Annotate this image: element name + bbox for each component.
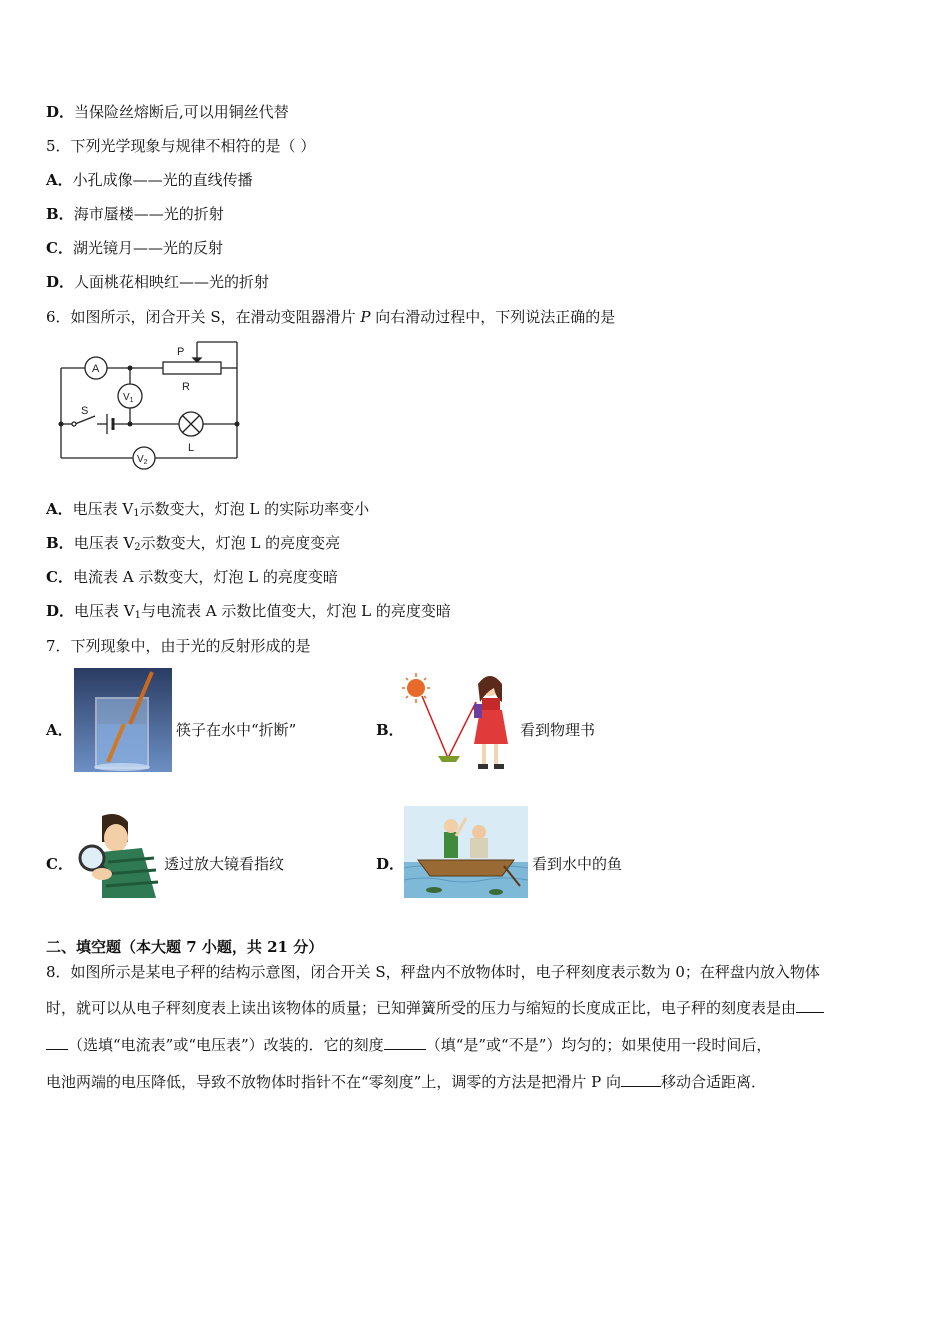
- boat-fishing-image: [404, 806, 528, 898]
- q5-option-d: [46, 272, 269, 292]
- q8-line-2: [46, 998, 824, 1018]
- q8-text: 移动合适距离．: [660, 1073, 766, 1091]
- q6-option-b: [46, 533, 340, 558]
- boy-with-magnifier-image: [72, 812, 162, 898]
- option-label: D．: [46, 602, 75, 620]
- option-label: A．: [46, 500, 73, 518]
- q8-line-1: 8．如图所示是某电子秤的结构示意图，闭合开关 S，秤盘内不放物体时，电子秤刻度表示数为 0；在秤盘内放入物体: [46, 963, 820, 981]
- q6-stem: [46, 307, 615, 327]
- option-label: C．: [46, 239, 73, 257]
- option-text: 电流表 A 示数变大，灯泡 L 的亮度变暗: [72, 568, 338, 586]
- fill-blank-3[interactable]: [621, 1072, 661, 1087]
- option-text: 小孔成像——光的直线传播: [72, 171, 253, 189]
- q8-text: （填“是”或“不是”）均匀的；如果使用一段时间后，: [425, 1036, 772, 1054]
- q7-option-a-text: 筷子在水中“折断”: [176, 721, 297, 739]
- q5-option-a: [46, 170, 253, 190]
- circuit-diagram: [55, 338, 245, 473]
- q7-option-c-label: C．: [46, 855, 73, 873]
- q6-option-a: [46, 499, 369, 524]
- q7-option-d-label: D．: [376, 855, 405, 873]
- q6-option-d: [46, 601, 451, 626]
- stem-text: 6．如图所示，闭合开关 S，在滑动变阻器滑片: [46, 308, 361, 326]
- chopstick-in-water-image: [74, 668, 172, 772]
- q5-option-b: [46, 204, 224, 224]
- option-label: D．: [46, 273, 75, 291]
- girl-reading-book-image: [402, 668, 518, 772]
- option-text: 电压表 V: [73, 534, 135, 552]
- q8-text: 时，就可以从电子秤刻度表上读出该物体的质量；已知弹簧所受的压力与缩短的长度成正比，电子秤的刻度表是由: [46, 999, 797, 1017]
- q8-text: 电池两端的电压降低，导致不放物体时指针不在“零刻度”上，调零的方法是把滑片 P 向: [46, 1073, 621, 1091]
- q8-line-3: [46, 1035, 771, 1055]
- option-label: D．: [46, 103, 75, 121]
- voltmeter-2-label: $V_2$: [137, 454, 148, 466]
- option-text: 与电流表 A 示数比值变大，灯泡 L 的亮度变暗: [141, 602, 451, 620]
- fill-blank-1-cont[interactable]: [46, 1035, 68, 1050]
- q7-option-a-label: A．: [46, 721, 73, 739]
- option-label: B．: [46, 534, 74, 552]
- option-text: 人面桃花相映红——光的折射: [74, 273, 270, 291]
- resistor-label: R: [182, 381, 190, 393]
- subscript: 2: [134, 542, 141, 553]
- section-2-title: 二、填空题（本大题 7 小题，共 21 分）: [46, 938, 324, 956]
- option-text: 示数变大，灯泡 L 的亮度变亮: [140, 534, 341, 552]
- q7-stem: 7．下列现象中，由于光的反射形成的是: [46, 637, 311, 655]
- subscript: 1: [134, 610, 141, 621]
- q5-option-c: [46, 238, 223, 258]
- fill-blank-1[interactable]: [796, 998, 824, 1013]
- stem-var-p: P: [360, 308, 371, 326]
- q4-option-d: [46, 102, 289, 122]
- switch-label: S: [81, 405, 89, 417]
- q7-option-b-text: 看到物理书: [520, 721, 596, 739]
- q5-stem: 5．下列光学现象与规律不相符的是（ ）: [46, 137, 316, 155]
- option-text: 当保险丝熔断后,可以用铜丝代替: [74, 103, 289, 121]
- q6-option-c: [46, 567, 338, 587]
- option-text: 海市蜃楼——光的折射: [73, 205, 224, 223]
- voltmeter-1-label: $V_1$: [123, 392, 134, 404]
- option-text: 示数变大，灯泡 L 的实际功率变小: [139, 500, 370, 518]
- q8-text: （选填“电流表”或“电压表”）改装的．它的刻度: [68, 1036, 384, 1054]
- slider-label: P: [177, 346, 185, 358]
- option-text: 电压表 V: [72, 500, 134, 518]
- option-label: C．: [46, 568, 73, 586]
- option-text: 电压表 V: [74, 602, 135, 620]
- option-label: A．: [46, 171, 73, 189]
- subscript: 1: [133, 508, 140, 519]
- option-text: 湖光镜月——光的反射: [72, 239, 223, 257]
- q7-option-d-text: 看到水中的鱼: [532, 855, 623, 873]
- option-label: B．: [46, 205, 74, 223]
- fill-blank-2[interactable]: [384, 1035, 426, 1050]
- q7-option-c-text: 透过放大镜看指纹: [164, 855, 285, 873]
- q8-line-4: [46, 1072, 766, 1092]
- stem-text: 向右滑动过程中，下列说法正确的是: [370, 308, 616, 326]
- q7-option-b-label: B．: [376, 721, 404, 739]
- ammeter-label: A: [92, 363, 100, 375]
- lamp-label: L: [188, 442, 195, 454]
